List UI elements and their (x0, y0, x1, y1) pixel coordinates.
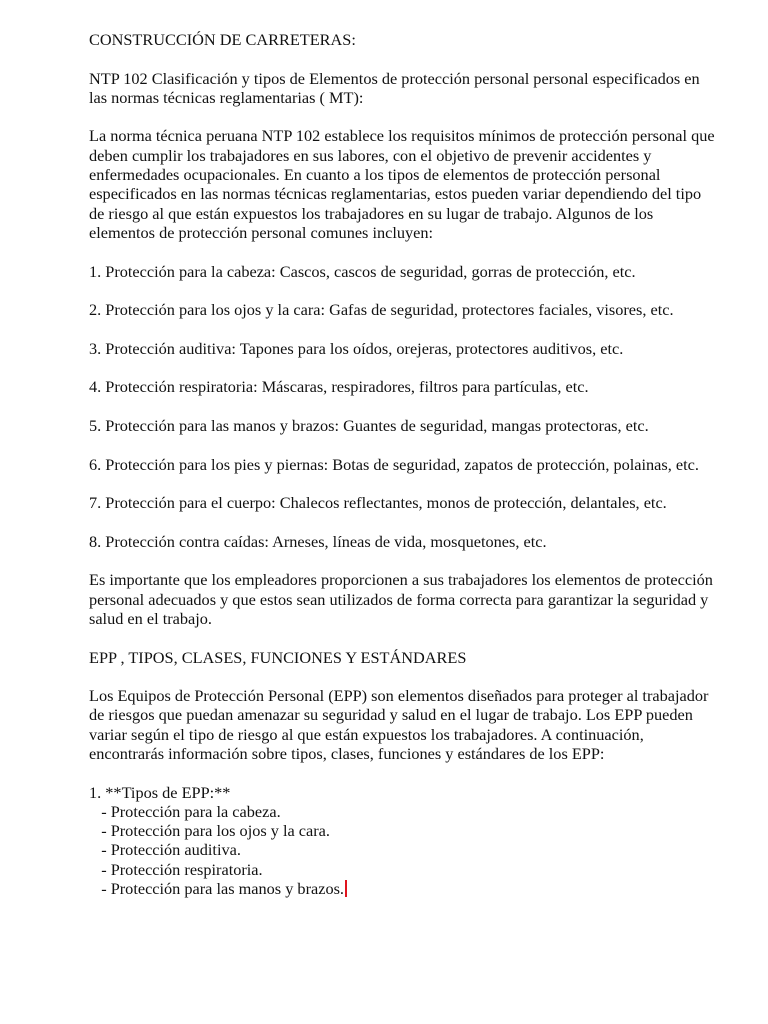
section2-list-item: - Protección para los ojos y la cara. (89, 821, 330, 841)
section2-list-item-last (89, 879, 719, 898)
list-item: 5. Protección para las manos y brazos: Guantes de seguridad, mangas protectoras, etc. (89, 415, 649, 435)
section2-list-item: - Protección para la cabeza. (89, 801, 281, 821)
list-item: 1. Protección para la cabeza: Cascos, cascos de seguridad, gorras de protección, etc. (89, 261, 636, 281)
list-item: 3. Protección auditiva: Tapones para los oídos, orejeras, protectores auditivos, etc. (89, 338, 624, 358)
intro-paragraph: La norma técnica peruana NTP 102 establece los requisitos mínimos de protección personal que deben cumplir los trabajadores en sus labores, con el objetivo de prevenir accidentes y enfermedades ocupacionales. En cuanto a los tipos de elementos de protección personal especificados en las normas técnicas reglamentarias, estos pueden variar dependiendo del tipo de riesgo al que están expuestos los trabajadores en su lugar de trabajo. Algunos de los elementos de protección personal comunes incluyen: (89, 126, 715, 242)
section2-intro-paragraph: Los Equipos de Protección Personal (EPP) son elementos diseñados para proteger al trabajador de riesgos que puedan amenazar su seguridad y salud en el lugar de trabajo. Los EPP pueden variar según el tipo de riesgo al que están expuestos los trabajadores. A continuación, encontrarás información sobre tipos, clases, funciones y estándares de los EPP: (89, 686, 709, 763)
list-item: 8. Protección contra caídas: Arneses, líneas de vida, mosquetones, etc. (89, 531, 547, 551)
closing-paragraph: Es importante que los empleadores proporcionen a sus trabajadores los elementos de protección personal adecuados y que estos sean utilizados de forma correcta para garantizar la seguridad y salud en el trabajo. (89, 570, 713, 628)
list-item: 2. Protección para los ojos y la cara: Gafas de seguridad, protectores faciales, visores, etc. (89, 300, 674, 320)
section2-list-item: - Protección respiratoria. (89, 859, 263, 879)
list-item: 6. Protección para los pies y piernas: Botas de seguridad, zapatos de protección, polainas, etc. (89, 454, 699, 474)
document-heading: CONSTRUCCIÓN DE CARRETERAS: (89, 30, 356, 49)
text-cursor (345, 880, 347, 897)
section2-list-item-text: - Protección para las manos y brazos. (89, 879, 344, 899)
list-item: 7. Protección para el cuerpo: Chalecos reflectantes, monos de protección, delantales, etc. (89, 493, 667, 513)
document-page[interactable] (89, 30, 719, 898)
section2-list-item: - Protección auditiva. (89, 840, 241, 860)
section2-list (89, 783, 719, 899)
list-item: 4. Protección respiratoria: Máscaras, respiradores, filtros para partículas, etc. (89, 377, 589, 397)
document-subheading: NTP 102 Clasificación y tipos de Elementos de protección personal personal especificados en las normas técnicas reglamentarias ( MT): (89, 68, 700, 107)
section2-list-title: 1. **Tipos de EPP:** (89, 782, 231, 802)
section2-heading: EPP , TIPOS, CLASES, FUNCIONES Y ESTÁNDARES (89, 647, 467, 667)
